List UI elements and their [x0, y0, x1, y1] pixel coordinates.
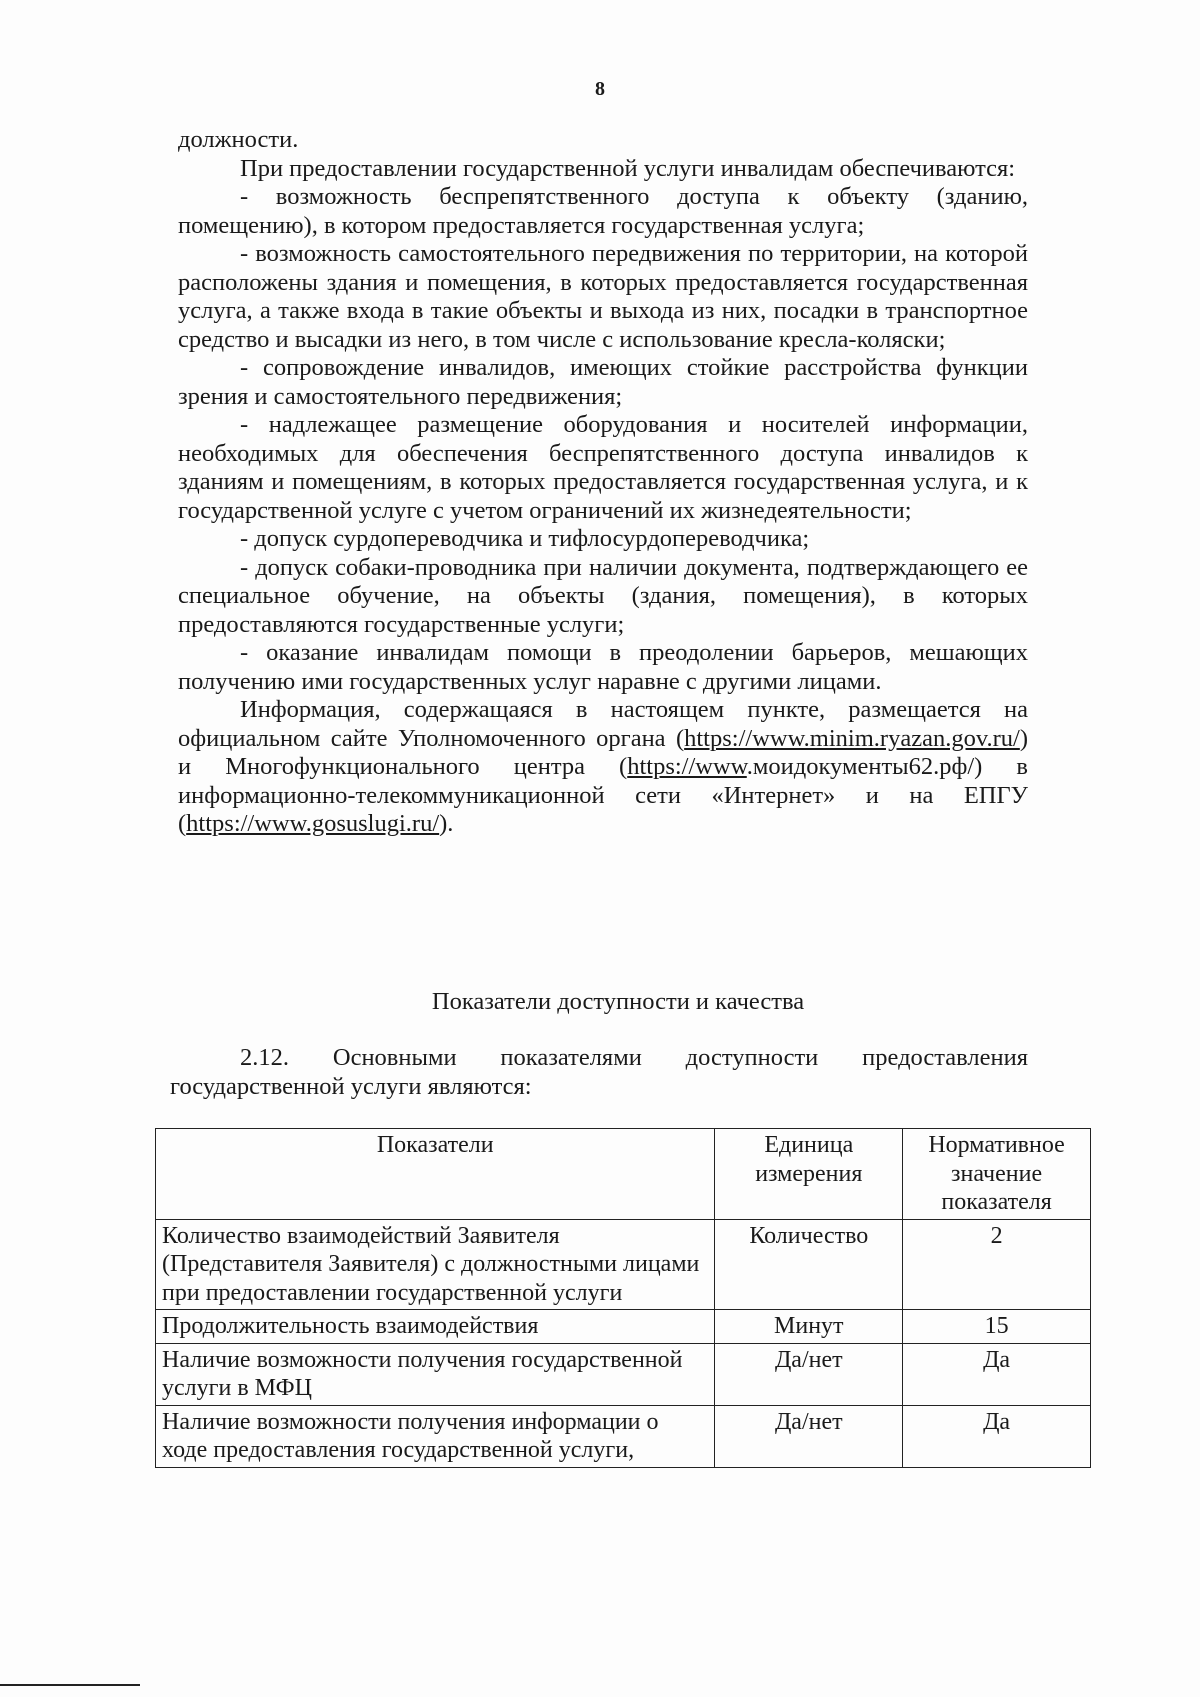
header-indicators: Показатели: [156, 1129, 715, 1220]
cell-indicator: Наличие возможности получения информации о ходе предоставления государственной услуги,: [156, 1405, 715, 1467]
section-title: Показатели доступности и качества: [431, 988, 805, 1015]
list-item: - оказание инвалидам помощи в преодолении барьеров, мешающих получению ими государственных услуг наравне с другими лицами.: [178, 639, 1028, 695]
list-item: - сопровождение инвалидов, имеющих стойкие расстройства функции зрения и самостоятельного передвижения;: [178, 354, 1028, 410]
table-row: [156, 1405, 1091, 1467]
list-item: - допуск сурдопереводчика и тифлосурдопереводчика;: [240, 525, 810, 552]
list-item: - надлежащее размещение оборудования и носителей информации, необходимых для обеспечения беспрепятственного доступа инвалидов к зданиям и помещениям, в которых предоставляется государственная услуга, и к государственной услуге с учетом ограничений их жизнедеятельности;: [178, 411, 1028, 524]
list-item: - возможность самостоятельного передвижения по территории, на которой расположены здания и помещения, в которых предоставляется государственная услуга, а также входа в такие объекты и выхода из них, посадки в транспортное средство и высадки из него, в том числе с использование кресла-коляски;: [178, 240, 1028, 353]
table-row: [156, 1310, 1091, 1344]
list-item: - возможность беспрепятственного доступа к объекту (зданию, помещению), в котором предоставляется государственная услуга;: [178, 183, 1028, 239]
table-row: [156, 1343, 1091, 1405]
page-number: 8: [595, 78, 605, 100]
cell-unit: Да/нет: [715, 1343, 903, 1405]
info-text: .моидокументы62.рф/) в информационно-телекоммуникационной сети «Интернет» и на ЕПГУ (: [178, 753, 1028, 837]
cell-unit: Минут: [715, 1310, 903, 1344]
link-mfc[interactable]: https://www: [627, 753, 747, 780]
info-paragraph: [178, 696, 1028, 839]
link-gosuslugi[interactable]: https://www.gosuslugi.ru/: [186, 810, 440, 837]
body-text: [178, 126, 1028, 839]
paragraph: При предоставлении государственной услуги инвалидам обеспечиваются:: [240, 154, 1016, 182]
list-item: - допуск собаки-проводника при наличии документа, подтверждающего ее специальное обучение, на объекты (здания, помещения), в которых предоставляются государственные услуги;: [178, 553, 1028, 638]
cell-unit: Да/нет: [715, 1405, 903, 1467]
cell-value: Да: [903, 1343, 1091, 1405]
cell-indicator: Количество взаимодействий Заявителя (Представителя Заявителя) с должностными лицами при предоставлении государственной услуги: [156, 1219, 715, 1310]
table-row: [156, 1219, 1091, 1310]
cell-unit: Количество: [715, 1219, 903, 1310]
link-minim[interactable]: https://www.minim.ryazan.gov.ru/: [684, 724, 1020, 752]
info-text: Информация, содержащаяся в настоящем пункте, размещается на официальном сайте Уполномоченного органа (: [178, 696, 1028, 752]
footer-rule: [0, 1684, 140, 1686]
cell-indicator: Продолжительность взаимодействия: [156, 1310, 715, 1344]
cell-value: 2: [903, 1219, 1091, 1310]
info-text: ) и Многофункционального центра (: [178, 724, 1028, 780]
header-unit: Единица измерения: [715, 1129, 903, 1220]
indicators-table: [155, 1128, 1091, 1468]
header-normative: Нормативное значение показателя: [903, 1129, 1091, 1220]
info-text: ).: [439, 810, 454, 837]
table-header-row: [156, 1129, 1091, 1220]
cell-indicator: Наличие возможности получения государственной услуги в МФЦ: [156, 1343, 715, 1405]
paragraph: должности.: [178, 126, 299, 153]
paragraph-2-12: 2.12. Основными показателями доступности предоставления государственной услуги являются:: [170, 1044, 1028, 1100]
cell-value: 15: [903, 1310, 1091, 1344]
cell-value: Да: [903, 1405, 1091, 1467]
